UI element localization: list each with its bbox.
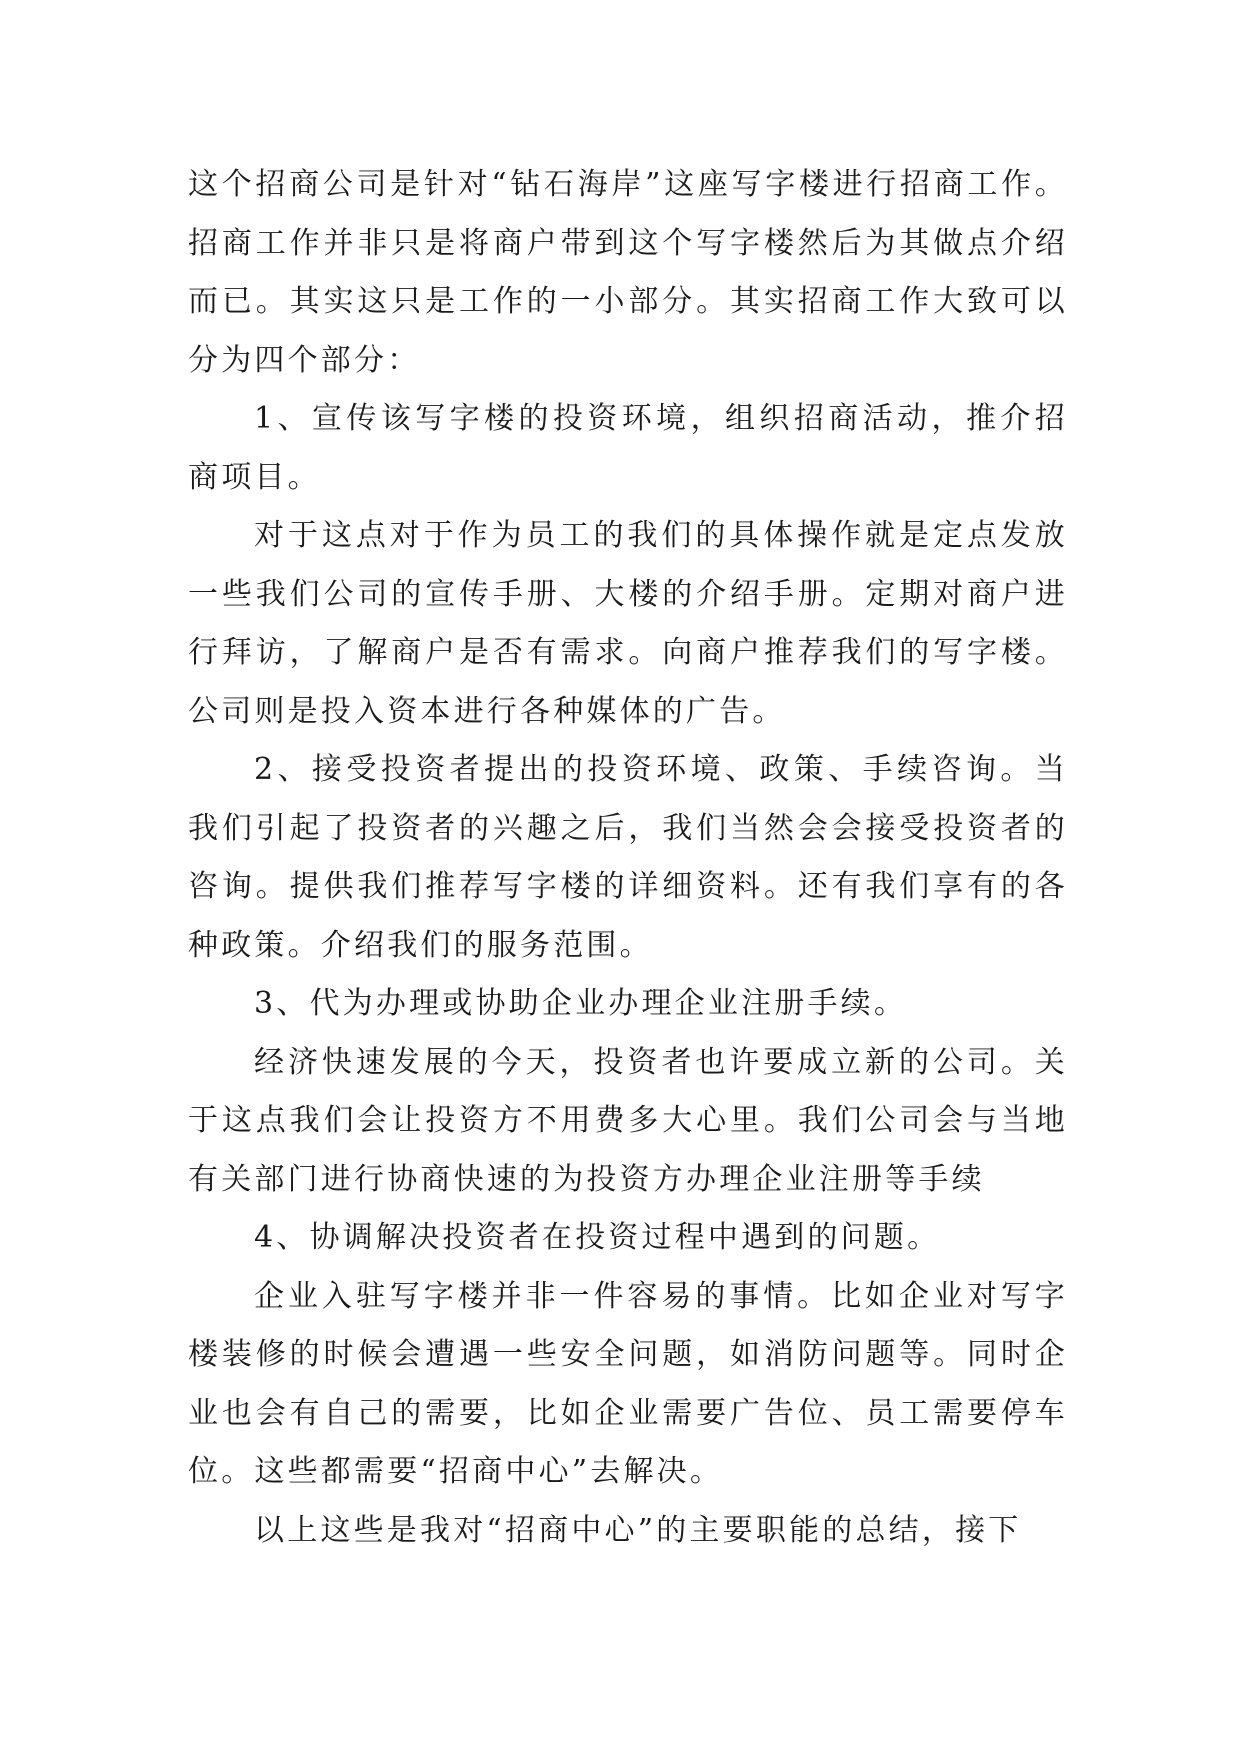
paragraph-intro: 这个招商公司是针对“钻石海岸”这座写字楼进行招商工作。招商工作并非只是将商户带到这个写字楼然后为其做点介绍而已。其实这只是工作的一小部分。其实招商工作大致可以分为四个部分：: [188, 167, 1068, 378]
paragraph-item-4-detail: 企业入驻写字楼并非一件容易的事情。比如企业对写字楼装修的时候会遭遇一些安全问题，如消防问题等。同时企业也会有自己的需要，比如企业需要广告位、员工需要停车位。这些都需要“招商中心”去解决。: [188, 1278, 1068, 1489]
paragraph-summary: 以上这些是我对“招商中心”的主要职能的总结，接下: [254, 1512, 1022, 1548]
paragraph-item-3-detail: 经济快速发展的今天，投资者也许要成立新的公司。关于这点我们会让投资方不用费多大心里。我们公司会与当地有关部门进行协商快速的为投资方办理企业注册等手续: [188, 1044, 1068, 1197]
document-body: [188, 156, 1068, 1560]
paragraph-item-1-detail: 对于这点对于作为员工的我们的具体操作就是定点发放一些我们公司的宣传手册、大楼的介绍手册。定期对商户进行拜访，了解商户是否有需求。向商户推荐我们的写字楼。公司则是投入资本进行各种媒体的广告。: [188, 518, 1068, 729]
paragraph-item-4: 4、协调解决投资者在投资过程中遇到的问题。: [254, 1220, 941, 1255]
paragraph-item-1: 1、宣传该写字楼的投资环境，组织招商活动，推介招商项目。: [188, 401, 1068, 495]
paragraph-item-3: 3、代为办理或协助企业办理企业注册手续。: [254, 986, 908, 1021]
paragraph-item-2: 2、接受投资者提出的投资环境、政策、手续咨询。当我们引起了投资者的兴趣之后，我们当然会会接受投资者的咨询。提供我们推荐写字楼的详细资料。还有我们享有的各种政策。介绍我们的服务范围。: [188, 752, 1068, 963]
